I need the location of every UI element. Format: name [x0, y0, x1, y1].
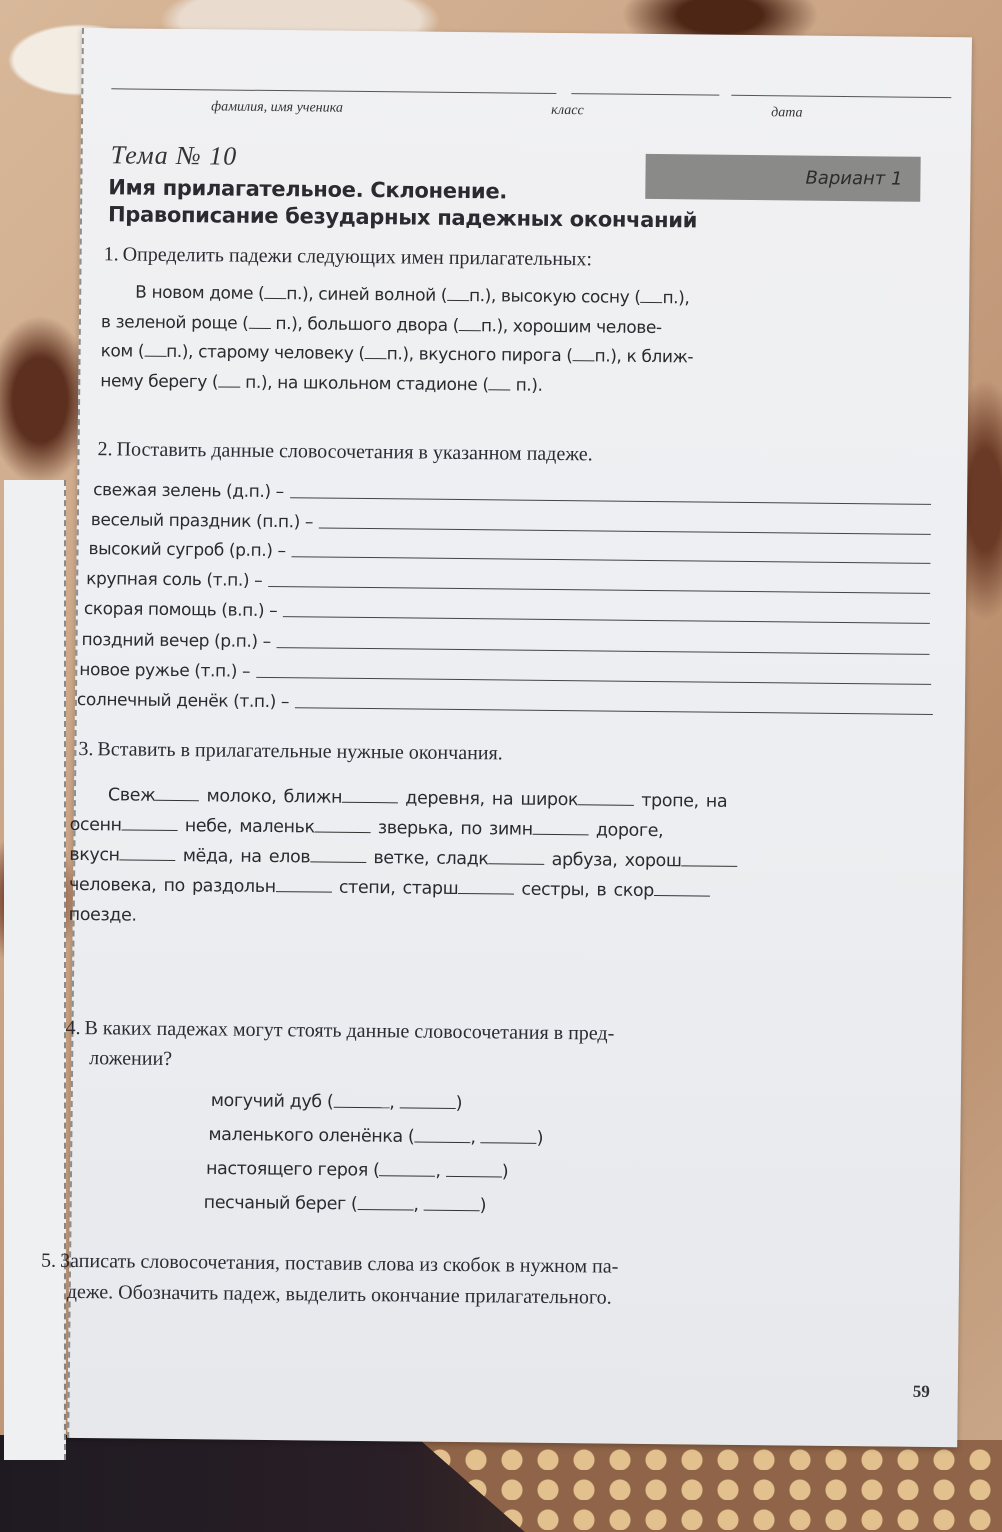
- phrase-text: нему берегу (: [100, 370, 219, 392]
- answer-blank[interactable]: [144, 339, 166, 357]
- case-blank-1[interactable]: [333, 1089, 389, 1108]
- ending-blank[interactable]: [120, 842, 176, 861]
- ending-blank[interactable]: [533, 816, 589, 835]
- task-text-continued: деже. Обозначить падеж, выделить окончание прилагательного.: [66, 1280, 612, 1309]
- phrase-text: В новом доме (: [135, 282, 265, 304]
- answer-line[interactable]: [256, 677, 931, 685]
- title-line-1: Имя прилагательное. Склонение.: [108, 175, 508, 204]
- phrase-text: п.),: [480, 315, 508, 336]
- phrase-text: большого двора (: [302, 313, 459, 336]
- phrase-row: [77, 690, 933, 719]
- name-field-label: фамилия, имя ученика: [211, 99, 343, 116]
- phrase-text: к ближ-: [621, 346, 694, 368]
- class-field-label: класс: [551, 102, 584, 119]
- phrase-text: поздний вечер (р.п.) –: [81, 630, 271, 653]
- phrase-row: [86, 569, 930, 598]
- case-row: песчаный берег ( , ): [203, 1192, 487, 1216]
- word-stem: Свеж: [107, 785, 156, 806]
- ending-blank[interactable]: [681, 848, 737, 867]
- case-blank-1[interactable]: [379, 1157, 435, 1176]
- ending-blank[interactable]: [315, 814, 371, 833]
- task-1-body: [100, 278, 931, 405]
- case-blank-1[interactable]: [414, 1124, 470, 1143]
- phrase-text: свежая зелень (д.п.) –: [93, 480, 284, 503]
- word-stem: ветке, сладк: [366, 848, 489, 870]
- phrase-text: синей волной (: [313, 284, 448, 306]
- class-field-line[interactable]: [571, 93, 719, 96]
- answer-blank[interactable]: [365, 341, 387, 359]
- phrase-text: крупная соль (т.п.) –: [86, 569, 263, 591]
- phrase-text: высокую сосну (: [495, 286, 641, 308]
- word-stem: мёда, на елов: [175, 846, 311, 868]
- word-stem: дороге,: [588, 820, 664, 842]
- case-blank-2[interactable]: [424, 1192, 480, 1211]
- phrase-text: новое ружье (т.п.) –: [79, 660, 251, 682]
- word-stem: осенн: [69, 814, 122, 836]
- task-text: Записать словосочетания, поставив слова из скобок в нужном па-: [59, 1249, 619, 1278]
- phrase-text: ком (: [100, 341, 145, 362]
- phrase-text: солнечный денёк (т.п.) –: [76, 689, 290, 713]
- phrase-text: п.),: [270, 313, 303, 334]
- phrase-row: [81, 630, 929, 659]
- answer-blank[interactable]: [447, 283, 469, 301]
- phrase-text: вкусного пирога (: [413, 344, 573, 367]
- case-blank-2[interactable]: [481, 1124, 537, 1143]
- task-text: Определить падежи следующих имен прилагательных:: [122, 243, 593, 271]
- task-number: 5.: [40, 1249, 57, 1272]
- page-number: 59: [912, 1381, 930, 1401]
- phrase-text: старому человеку (: [193, 342, 365, 364]
- phrase-text: п.),: [286, 284, 314, 305]
- phrase-row: [93, 480, 931, 509]
- phrase-row: [84, 599, 930, 628]
- phrase-text: п.),: [240, 372, 273, 393]
- answer-line[interactable]: [319, 528, 931, 535]
- date-field-label: дата: [771, 105, 803, 121]
- ending-blank[interactable]: [310, 844, 366, 863]
- answer-blank[interactable]: [248, 310, 270, 328]
- case-blank-2[interactable]: [446, 1158, 502, 1177]
- phrase-text: в зеленой роще (: [100, 311, 249, 334]
- answer-blank[interactable]: [572, 343, 594, 361]
- answer-blank[interactable]: [489, 372, 511, 390]
- phrase-text: п.),: [166, 341, 194, 363]
- word-stem: арбуза, хорош: [544, 849, 682, 872]
- phrase-text: могучий дуб (: [210, 1090, 334, 1113]
- ending-blank[interactable]: [578, 787, 634, 806]
- phrase-row: [79, 660, 931, 689]
- case-blank-2[interactable]: [400, 1089, 456, 1108]
- underlying-page-edge: [4, 480, 66, 1460]
- case-row: настоящего героя ( , ): [205, 1158, 509, 1183]
- title-line-2: Правописание безударных падежных окончаний: [107, 202, 698, 233]
- answer-line[interactable]: [295, 707, 933, 715]
- phrase-text: маленького оленёнка (: [208, 1124, 415, 1148]
- task-1-heading: [104, 243, 593, 271]
- word-stem: вкусн: [69, 844, 120, 866]
- page-title: [108, 174, 698, 234]
- answer-line[interactable]: [290, 497, 931, 505]
- word-stem: степи, старш: [331, 877, 459, 899]
- ending-blank[interactable]: [458, 875, 514, 894]
- task-4-heading: [65, 1013, 614, 1079]
- phrase-text: п.).: [510, 375, 543, 396]
- phrase-text: веселый праздник (п.п.) –: [90, 510, 314, 533]
- phrase-text: п.),: [468, 286, 497, 307]
- ending-blank[interactable]: [488, 846, 544, 865]
- answer-blank[interactable]: [264, 281, 286, 299]
- ending-blank[interactable]: [654, 878, 710, 897]
- answer-blank[interactable]: [218, 369, 240, 387]
- word-stem: поезде.: [68, 904, 137, 926]
- phrase-text: скорая помощь (в.п.) –: [83, 599, 278, 622]
- word-stem: деревня, на широк: [398, 788, 579, 811]
- case-row: могучий дуб ( , ): [211, 1087, 463, 1113]
- task-text: В каких падежах могут стоять данные словосочетания в пред-: [84, 1017, 615, 1045]
- word-stem: молоко, ближн: [199, 786, 343, 808]
- task-number: 1.: [103, 243, 119, 266]
- name-field-line[interactable]: [111, 88, 556, 94]
- answer-line[interactable]: [292, 556, 931, 564]
- phrase-text: настоящего героя (: [205, 1158, 380, 1181]
- worksheet-content: [40, 28, 972, 1447]
- word-stem: человека, по раздольн: [68, 874, 276, 898]
- answer-line[interactable]: [283, 616, 930, 624]
- task-5-heading: [41, 1246, 619, 1314]
- word-stem: тропе, на: [634, 790, 728, 812]
- phrase-row: [88, 539, 930, 568]
- task-2-heading: [97, 438, 592, 466]
- phrase-row: [91, 510, 931, 539]
- variant-label: Вариант 1: [805, 167, 903, 190]
- variant-badge: [645, 154, 920, 202]
- ending-blank[interactable]: [122, 812, 178, 831]
- worksheet-page: [40, 28, 972, 1447]
- phrase-text: хорошим челове-: [507, 315, 662, 338]
- topic-number: Тема № 10: [110, 140, 238, 171]
- task-text-continued: ложении?: [89, 1047, 173, 1070]
- word-stem: зверька, по зимн: [370, 818, 533, 840]
- task-text: Вставить в прилагательные нужные окончания.: [97, 738, 503, 765]
- task-3-heading: [78, 738, 503, 765]
- answer-blank[interactable]: [459, 312, 481, 330]
- phrase-text: п.),: [594, 346, 622, 367]
- ending-blank[interactable]: [276, 874, 332, 893]
- date-field-line[interactable]: [731, 95, 951, 98]
- ending-blank[interactable]: [155, 782, 199, 801]
- task-number: 4.: [65, 1016, 81, 1040]
- task-text: Поставить данные словосочетания в указанном падеже.: [116, 438, 593, 466]
- task-3-body: [69, 780, 941, 939]
- case-blank-1[interactable]: [357, 1191, 413, 1210]
- task-number: 2.: [97, 438, 113, 461]
- case-row: маленького оленёнка ( , ): [208, 1124, 544, 1149]
- answer-line[interactable]: [277, 647, 930, 655]
- task-number: 3.: [78, 738, 94, 761]
- student-info-header: [111, 88, 951, 137]
- phrase-text: п.),: [386, 344, 414, 365]
- phrase-text: песчаный берег (: [203, 1192, 358, 1215]
- ending-blank[interactable]: [342, 784, 398, 803]
- phrase-text: п.),: [662, 288, 690, 309]
- phrase-text: на школьном стадионе (: [272, 372, 489, 395]
- word-stem: сестры, в скор: [514, 879, 655, 902]
- phrase-text: высокий сугроб (р.п.) –: [88, 539, 286, 562]
- answer-line[interactable]: [268, 586, 930, 594]
- answer-blank[interactable]: [640, 285, 662, 303]
- word-stem: небе, маленьк: [177, 816, 315, 838]
